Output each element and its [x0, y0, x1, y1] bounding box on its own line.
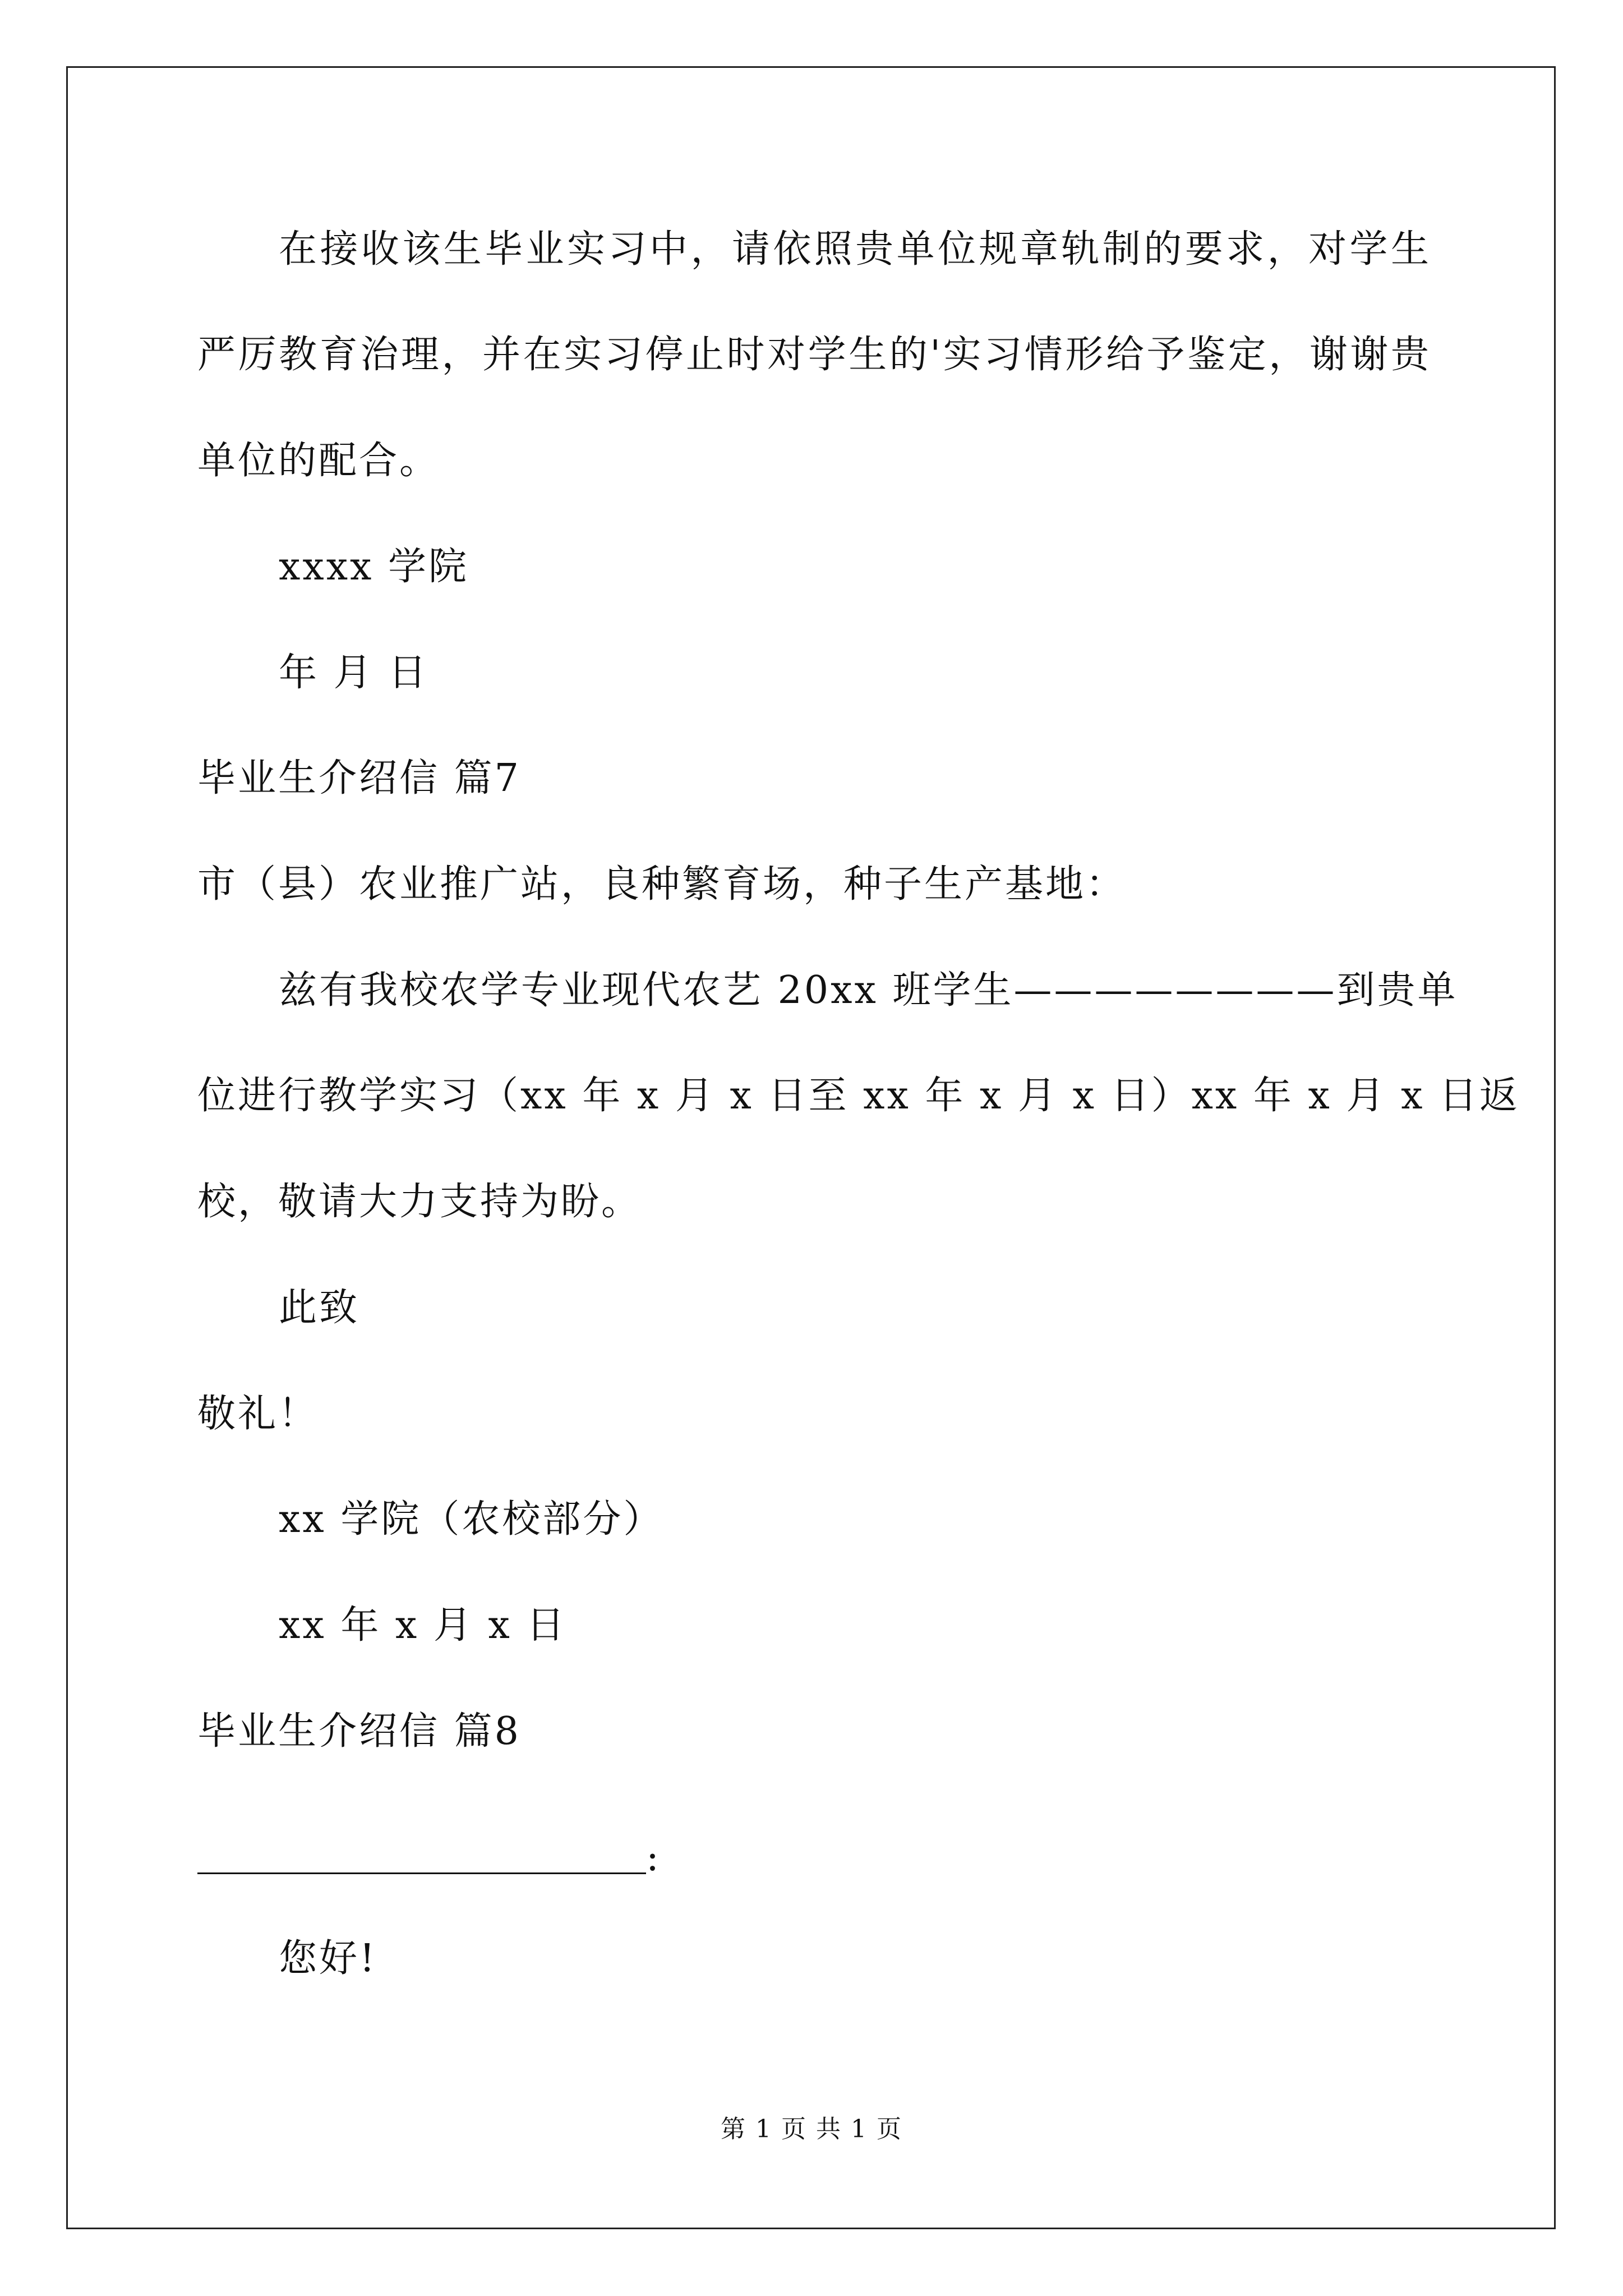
- paragraph1-line3: 单位的配合。: [197, 439, 440, 483]
- section7-closing2: 敬礼！: [197, 1392, 319, 1436]
- section7-body-line1: 兹有我校农学专业现代农艺 20xx 班学生————————到贵单: [279, 968, 1458, 1013]
- section7-body-line3: 校，敬请大力支持为盼。: [197, 1180, 642, 1224]
- signature-date: 年 月 日: [279, 651, 429, 695]
- section8-heading: 毕业生介绍信 篇8: [197, 1709, 521, 1754]
- section7-recipient: 市（县）农业推广站，良种繁育场，种子生产基地：: [197, 862, 1127, 907]
- section8-greeting: 您好!: [279, 1936, 377, 1981]
- page-footer: 第 1 页 共 1 页: [721, 2115, 902, 2143]
- section7-sender: xx 学院（农校部分）: [279, 1497, 664, 1542]
- signature-school: xxxx 学院: [279, 545, 469, 589]
- paragraph1-line2: 严厉教育治理，并在实习停止时对学生的'实习情形给予鉴定，谢谢贵: [197, 333, 1431, 377]
- section7-date: xx 年 x 月 x 日: [279, 1603, 567, 1648]
- page-border: [66, 66, 1556, 2229]
- section7-body-line2: 位进行教学实习（xx 年 x 月 x 日至 xx 年 x 月 x 日）xx 年 x 月 x 日返: [197, 1074, 1520, 1118]
- recipient-colon: :: [646, 1835, 659, 1880]
- section7-heading: 毕业生介绍信 篇7: [197, 756, 521, 800]
- recipient-blank-line: [197, 1872, 646, 1874]
- section7-closing1: 此致: [279, 1286, 360, 1330]
- paragraph1-line1: 在接收该生毕业实习中，请依照贵单位规章轨制的要求，对学生: [279, 227, 1431, 272]
